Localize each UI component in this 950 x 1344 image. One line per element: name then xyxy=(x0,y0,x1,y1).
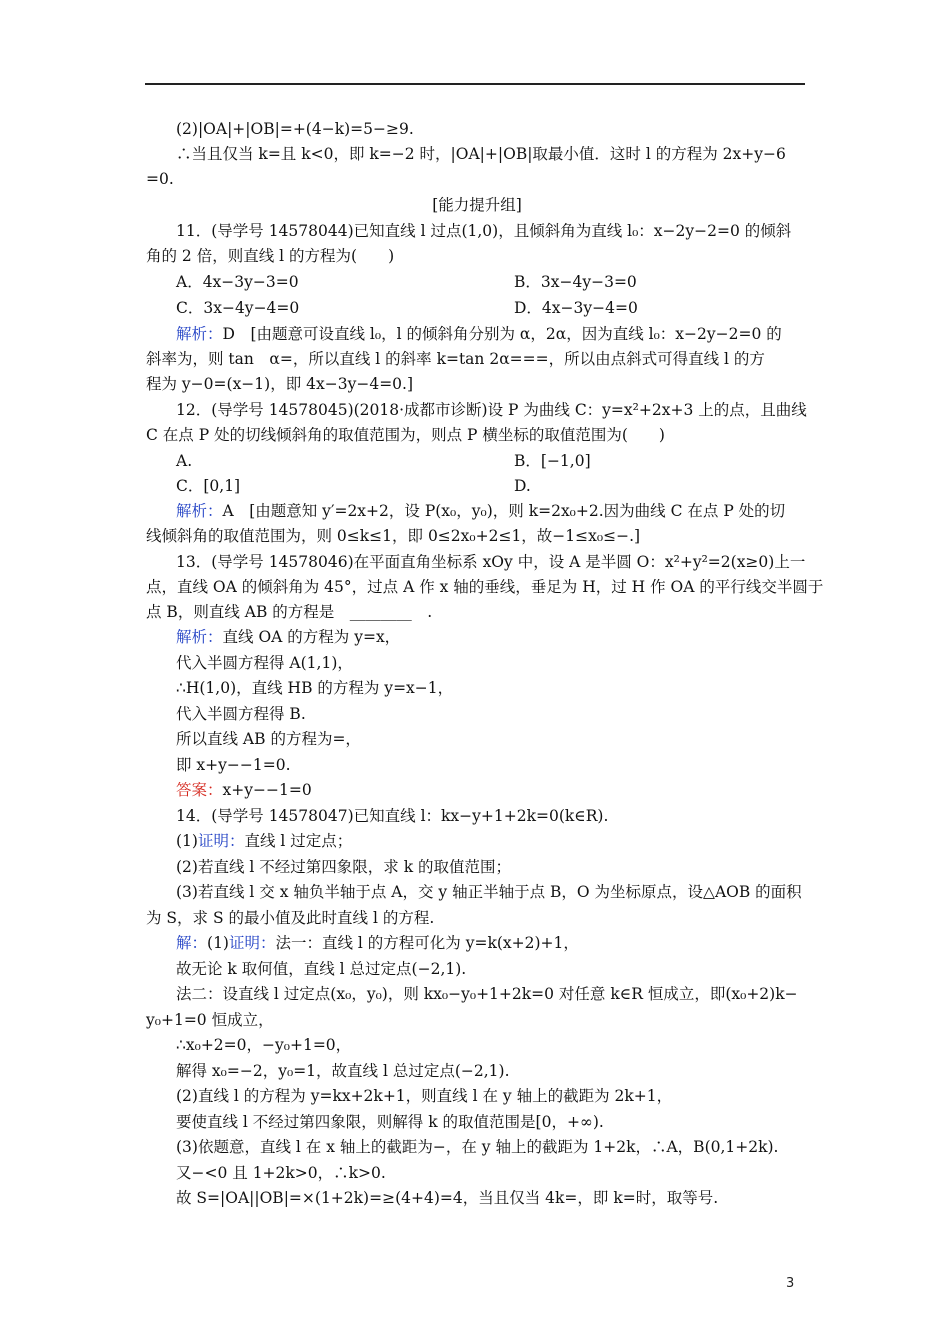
text-segment: D．4x−3y−4=0 xyxy=(514,299,638,317)
text-segment: C．3x−4y−4=0 xyxy=(176,299,300,317)
text-segment: (1) xyxy=(176,832,198,850)
text-segment: 代入半圆方程得 A(1,1)， xyxy=(176,654,353,672)
text-line xyxy=(176,830,352,852)
text-line xyxy=(176,932,579,954)
text-segment: (2)直线 l 的方程为 y=kx+2k+1，则直线 l 在 y 轴上的截距为 2k+1， xyxy=(176,1087,673,1105)
text-line xyxy=(176,958,466,980)
text-segment: A．4x−3y−3=0 xyxy=(176,273,299,291)
page-number: 3 xyxy=(786,1276,795,1291)
answer-label: 证明： xyxy=(228,934,276,952)
text-segment: 程为 y−0=(x−1)，即 4x−3y−4=0.] xyxy=(146,375,414,393)
text-segment: 要使直线 l 不经过第四象限，则解得 k 的取值范围是[0，+∞). xyxy=(176,1113,604,1131)
text-line xyxy=(176,143,786,165)
answer-label: 答案： xyxy=(176,781,223,799)
text-segment: 线倾斜角的取值范围为，则 0≤k≤1，即 0≤2x₀+2≤1，故−1≤x₀≤−.] xyxy=(146,527,641,545)
text-segment: 11．(导学号 14578044)已知直线 l 过点(1,0)，且倾斜角为直线 l₀：x−2y−2=0 的倾斜 xyxy=(176,222,792,240)
text-segment: 故无论 k 取何值，直线 l 总过定点(−2,1). xyxy=(176,960,467,978)
text-segment: D. xyxy=(514,477,531,495)
text-line xyxy=(176,779,312,801)
text-segment: 直线 OA 的方程为 y=x， xyxy=(222,628,401,646)
text-segment: B．[−1,0] xyxy=(514,452,591,470)
text-line xyxy=(176,1085,672,1107)
text-line xyxy=(176,983,798,1005)
text-line xyxy=(176,450,192,472)
text-line xyxy=(146,576,823,598)
text-segment: 直线 l 过定点； xyxy=(244,832,353,850)
text-line xyxy=(176,856,511,878)
text-segment: 所以直线 AB 的方程为=， xyxy=(176,730,361,748)
text-line xyxy=(146,348,765,370)
text-line xyxy=(176,1162,386,1184)
text-line xyxy=(176,500,785,522)
text-line xyxy=(176,652,353,674)
text-line xyxy=(176,626,400,648)
text-line xyxy=(176,297,299,319)
text-segment: 法一：直线 l 的方程可化为 y=k(x+2)+1， xyxy=(275,934,579,952)
text-line xyxy=(514,450,591,472)
text-line xyxy=(176,1111,604,1133)
text-line xyxy=(146,1009,274,1031)
text-segment: 13．(导学号 14578046)在平面直角坐标系 xOy 中，设 A 是半圆 O：x²+y²=2(x≥0)上一 xyxy=(176,553,806,571)
text-segment: D [由题意可设直线 l₀，l 的倾斜角分别为 α，2α，因为直线 l₀：x−2y−2=0 的 xyxy=(222,325,782,343)
text-line xyxy=(176,271,299,293)
text-line xyxy=(176,805,608,827)
text-segment: 为 S，求 S 的最小值及此时直线 l 的方程. xyxy=(146,909,435,927)
text-segment: 点，直线 OA 的倾斜角为 45°，过点 A 作 x 轴的垂线，垂足为 H，过 H 作 OA 的平行线交半圆于 xyxy=(146,578,824,596)
text-line xyxy=(146,601,432,623)
text-segment: [能力提升组] xyxy=(432,196,522,214)
text-line xyxy=(514,271,637,293)
answer-label: 解析： xyxy=(176,628,223,646)
text-line xyxy=(176,551,805,573)
text-segment: 角的 2 倍，则直线 l 的方程为( ) xyxy=(146,247,395,265)
answer-label: 解析： xyxy=(176,325,223,343)
text-line xyxy=(146,424,665,446)
text-segment: B．3x−4y−3=0 xyxy=(514,273,637,291)
text-segment: (2)若直线 l 不经过第四象限，求 k 的取值范围； xyxy=(176,858,512,876)
text-segment: ∴x₀+2=0，−y₀+1=0， xyxy=(176,1036,352,1054)
section-heading xyxy=(146,194,808,216)
text-segment: 又−<0 且 1+2k>0，∴k>0. xyxy=(176,1164,386,1182)
text-line xyxy=(176,475,240,497)
text-line xyxy=(514,297,638,319)
text-segment: 法二：设直线 l 过定点(x₀，y₀)，则 kx₀−y₀+1+2k=0 对任意 k∈R 恒成立，即(x₀+2)k− xyxy=(176,985,798,1003)
text-line xyxy=(146,168,174,190)
text-line xyxy=(176,1187,718,1209)
text-line xyxy=(176,881,802,903)
header-rule xyxy=(145,83,805,85)
text-segment: A [由题意知 y′=2x+2，设 P(x₀，y₀)，则 k=2x₀+2.因为曲线 C 在点 P 处的切 xyxy=(222,502,786,520)
text-line xyxy=(176,399,807,421)
answer-label: 证明： xyxy=(197,832,245,850)
text-line xyxy=(176,754,291,776)
text-segment: 解得 x₀=−2，y₀=1，故直线 l 总过定点(−2,1). xyxy=(176,1062,510,1080)
text-segment: (3)依题意，直线 l 在 x 轴上的截距为−，在 y 轴上的截距为 1+2k，∴A，B(0,1+2k). xyxy=(176,1138,779,1156)
text-line xyxy=(176,677,453,699)
text-segment: C．[0,1] xyxy=(176,477,241,495)
text-line xyxy=(176,703,306,725)
text-segment: 斜率为，则 tan α=，所以直线 l 的斜率 k=tan 2α===，所以由点斜式可得直线 l 的方 xyxy=(146,350,765,368)
text-line xyxy=(146,907,434,929)
text-segment: 点 B，则直线 AB 的方程是 ________ . xyxy=(146,603,433,621)
text-segment: 14．(导学号 14578047)已知直线 l：kx−y+1+2k=0(k∈R). xyxy=(176,807,609,825)
text-segment: y₀+1=0 恒成立， xyxy=(146,1011,274,1029)
text-segment: 故 S=|OA||OB|=×(1+2k)=≥(4+4)=4，当且仅当 4k=，即 k=时，取等号. xyxy=(176,1189,719,1207)
text-line xyxy=(176,1060,510,1082)
text-segment: 12．(导学号 14578045)(2018·成都市诊断)设 P 为曲线 C：y=x²+2x+3 上的点，且曲线 xyxy=(176,401,807,419)
text-segment: C 在点 P 处的切线倾斜角的取值范围为，则点 P 横坐标的取值范围为( ) xyxy=(146,426,665,444)
text-line xyxy=(176,323,782,345)
text-line xyxy=(146,525,640,547)
text-line xyxy=(514,475,531,497)
text-segment: 即 x+y−−1=0. xyxy=(176,756,291,774)
text-segment: (3)若直线 l 交 x 轴负半轴于点 A，交 y 轴正半轴于点 B，O 为坐标原点，设△AOB 的面积 xyxy=(176,883,802,901)
text-line xyxy=(176,220,791,242)
text-segment: 代入半圆方程得 B. xyxy=(176,705,306,723)
text-line xyxy=(146,245,394,267)
answer-label: 解： xyxy=(176,934,208,952)
text-segment: A. xyxy=(176,452,193,470)
text-segment: =0. xyxy=(146,170,174,188)
text-line xyxy=(176,1034,351,1056)
answer-label: 解析： xyxy=(176,502,223,520)
text-line xyxy=(176,1136,779,1158)
text-segment: x+y−−1=0 xyxy=(222,781,312,799)
text-line xyxy=(176,728,361,750)
text-line xyxy=(176,118,414,140)
text-line xyxy=(146,373,413,395)
text-segment: (2)|OA|+|OB|=+(4−k)=5−≥9. xyxy=(176,120,414,138)
text-segment: (1) xyxy=(207,934,229,952)
text-segment: ∴H(1,0)，直线 HB 的方程为 y=x−1， xyxy=(176,679,454,697)
text-segment: ∴当且仅当 k=且 k<0，即 k=−2 时，|OA|+|OB|取最小值．这时 l 的方程为 2x+y−6 xyxy=(176,145,786,163)
